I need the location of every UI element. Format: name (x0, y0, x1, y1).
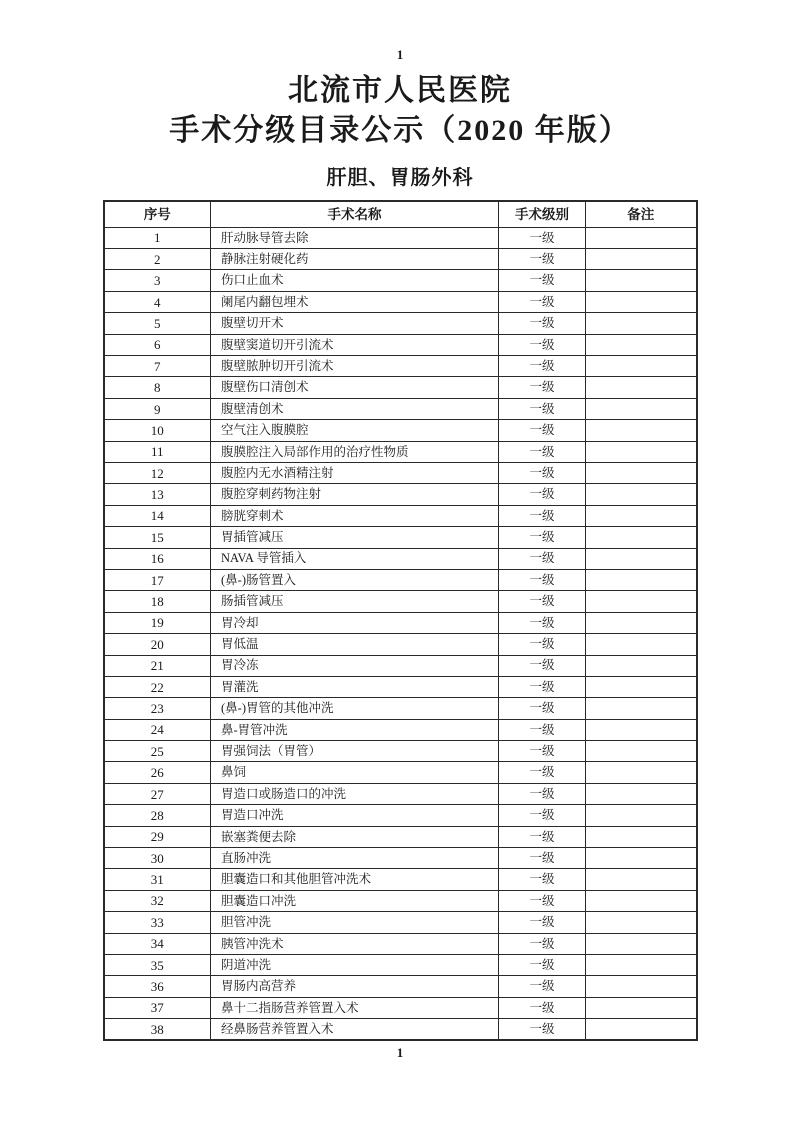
surgery-level: 一级 (499, 997, 586, 1018)
row-index: 36 (104, 976, 211, 997)
surgery-name: 胃造口或肠造口的冲洗 (211, 783, 499, 804)
table-row (104, 569, 697, 590)
surgery-name: 阑尾内翻包埋术 (211, 291, 499, 312)
row-index: 27 (104, 783, 211, 804)
surgery-level: 一级 (499, 783, 586, 804)
row-note (586, 954, 697, 975)
surgery-level: 一级 (499, 741, 586, 762)
surgery-name: 直肠冲洗 (211, 848, 499, 869)
table-row (104, 1019, 697, 1040)
row-note (586, 569, 697, 590)
row-index: 37 (104, 997, 211, 1018)
table-row (104, 334, 697, 355)
surgery-name: 胃冷却 (211, 612, 499, 633)
surgery-name: 腹壁窦道切开引流术 (211, 334, 499, 355)
surgery-name: NAVA 导管插入 (211, 548, 499, 569)
surgery-name: 胃冷冻 (211, 655, 499, 676)
table-row (104, 634, 697, 655)
surgery-name: (鼻-)胃管的其他冲洗 (211, 698, 499, 719)
row-index: 30 (104, 848, 211, 869)
surgery-level: 一级 (499, 890, 586, 911)
row-index: 10 (104, 420, 211, 441)
row-note (586, 741, 697, 762)
surgery-name: 胃强饲法（胃管） (211, 741, 499, 762)
surgery-name: 腹壁脓肿切开引流术 (211, 356, 499, 377)
table-row (104, 591, 697, 612)
surgery-level: 一级 (499, 719, 586, 740)
table-row (104, 954, 697, 975)
surgery-name: 经鼻肠营养管置入术 (211, 1019, 499, 1040)
surgery-level: 一级 (499, 569, 586, 590)
table-row (104, 805, 697, 826)
surgery-level: 一级 (499, 655, 586, 676)
row-note (586, 548, 697, 569)
row-note (586, 826, 697, 847)
table-row (104, 719, 697, 740)
row-note (586, 334, 697, 355)
table-row (104, 313, 697, 334)
column-header-note: 备注 (586, 201, 697, 227)
surgery-level: 一级 (499, 227, 586, 248)
table-row (104, 270, 697, 291)
row-index: 17 (104, 569, 211, 590)
surgery-level: 一级 (499, 954, 586, 975)
row-index: 4 (104, 291, 211, 312)
row-note (586, 655, 697, 676)
page-number-bottom: 1 (396, 1045, 404, 1061)
surgery-level: 一级 (499, 848, 586, 869)
surgery-name: 腹壁伤口清创术 (211, 377, 499, 398)
document-header (0, 71, 800, 150)
document-title: 手术分级目录公示（2020 年版） (169, 113, 631, 147)
row-index: 29 (104, 826, 211, 847)
row-index: 14 (104, 505, 211, 526)
row-index: 7 (104, 356, 211, 377)
row-index: 34 (104, 933, 211, 954)
row-note (586, 997, 697, 1018)
surgery-name: 腹壁切开术 (211, 313, 499, 334)
surgery-name: 嵌塞粪便去除 (211, 826, 499, 847)
row-note (586, 612, 697, 633)
row-note (586, 227, 697, 248)
row-note (586, 933, 697, 954)
row-note (586, 484, 697, 505)
row-index: 26 (104, 762, 211, 783)
surgery-level: 一级 (499, 933, 586, 954)
column-header-index: 序号 (104, 201, 211, 227)
row-note (586, 356, 697, 377)
surgery-level: 一级 (499, 634, 586, 655)
row-index: 13 (104, 484, 211, 505)
surgery-level: 一级 (499, 249, 586, 270)
row-index: 31 (104, 869, 211, 890)
table-row (104, 249, 697, 270)
table-row (104, 826, 697, 847)
surgery-name: 胃插管减压 (211, 527, 499, 548)
row-index: 18 (104, 591, 211, 612)
table-row (104, 848, 697, 869)
surgery-level: 一级 (499, 762, 586, 783)
table-row (104, 762, 697, 783)
surgery-level: 一级 (499, 676, 586, 697)
surgery-name: 胰管冲洗术 (211, 933, 499, 954)
surgery-name: 鼻-胃管冲洗 (211, 719, 499, 740)
table-header-row (104, 201, 697, 227)
row-note (586, 249, 697, 270)
surgery-level: 一级 (499, 869, 586, 890)
row-note (586, 377, 697, 398)
row-index: 38 (104, 1019, 211, 1040)
surgery-grading-table (103, 200, 698, 1041)
table-row (104, 869, 697, 890)
row-note (586, 1019, 697, 1040)
row-note (586, 676, 697, 697)
surgery-level: 一级 (499, 591, 586, 612)
surgery-name: 空气注入腹膜腔 (211, 420, 499, 441)
table-row (104, 527, 697, 548)
surgery-name: 鼻饲 (211, 762, 499, 783)
table-row (104, 420, 697, 441)
row-index: 6 (104, 334, 211, 355)
row-note (586, 591, 697, 612)
row-index: 21 (104, 655, 211, 676)
surgery-name: 腹腔穿刺药物注射 (211, 484, 499, 505)
table-row (104, 462, 697, 483)
table-row (104, 484, 697, 505)
row-note (586, 441, 697, 462)
row-index: 23 (104, 698, 211, 719)
row-note (586, 313, 697, 334)
row-index: 24 (104, 719, 211, 740)
row-index: 8 (104, 377, 211, 398)
surgery-level: 一级 (499, 976, 586, 997)
row-index: 35 (104, 954, 211, 975)
row-note (586, 869, 697, 890)
table-row (104, 783, 697, 804)
row-index: 28 (104, 805, 211, 826)
row-note (586, 420, 697, 441)
column-header-name: 手术名称 (211, 201, 499, 227)
surgery-level: 一级 (499, 334, 586, 355)
surgery-level: 一级 (499, 505, 586, 526)
hospital-name-title: 北流市人民医院 (288, 74, 512, 107)
surgery-level: 一级 (499, 527, 586, 548)
surgery-level: 一级 (499, 377, 586, 398)
row-note (586, 398, 697, 419)
row-index: 32 (104, 890, 211, 911)
row-index: 11 (104, 441, 211, 462)
surgery-name: 胃造口冲洗 (211, 805, 499, 826)
row-note (586, 698, 697, 719)
row-index: 1 (104, 227, 211, 248)
row-note (586, 783, 697, 804)
surgery-name: 胃低温 (211, 634, 499, 655)
row-note (586, 291, 697, 312)
table-row (104, 291, 697, 312)
row-note (586, 270, 697, 291)
surgery-name: 胃肠内高营养 (211, 976, 499, 997)
table-row (104, 377, 697, 398)
surgery-level: 一级 (499, 912, 586, 933)
page-number-top: 1 (396, 47, 404, 62)
surgery-name: 腹膜腔注入局部作用的治疗性物质 (211, 441, 499, 462)
table-row (104, 890, 697, 911)
column-header-level: 手术级别 (499, 201, 586, 227)
surgery-name: 腹腔内无水酒精注射 (211, 462, 499, 483)
table-row (104, 912, 697, 933)
surgery-name: 胆囊造口冲洗 (211, 890, 499, 911)
table-row (104, 227, 697, 248)
row-index: 5 (104, 313, 211, 334)
table-row (104, 933, 697, 954)
row-note (586, 762, 697, 783)
surgery-name: 胃灌洗 (211, 676, 499, 697)
surgery-level: 一级 (499, 805, 586, 826)
surgery-name: 静脉注射硬化药 (211, 249, 499, 270)
surgery-level: 一级 (499, 698, 586, 719)
surgery-level: 一级 (499, 441, 586, 462)
row-index: 16 (104, 548, 211, 569)
row-note (586, 527, 697, 548)
row-index: 12 (104, 462, 211, 483)
department-subtitle: 肝胆、胃肠外科 (326, 167, 474, 190)
table-row (104, 976, 697, 997)
surgery-level: 一级 (499, 612, 586, 633)
surgery-name: 腹壁清创术 (211, 398, 499, 419)
table-row (104, 997, 697, 1018)
row-index: 19 (104, 612, 211, 633)
row-index: 25 (104, 741, 211, 762)
row-index: 3 (104, 270, 211, 291)
surgery-level: 一级 (499, 548, 586, 569)
surgery-name: 胆管冲洗 (211, 912, 499, 933)
surgery-level: 一级 (499, 462, 586, 483)
surgery-level: 一级 (499, 826, 586, 847)
row-note (586, 976, 697, 997)
row-index: 33 (104, 912, 211, 933)
surgery-level: 一级 (499, 420, 586, 441)
row-index: 2 (104, 249, 211, 270)
row-note (586, 805, 697, 826)
surgery-name: 胆囊造口和其他胆管冲洗术 (211, 869, 499, 890)
surgery-level: 一级 (499, 356, 586, 377)
table-row (104, 398, 697, 419)
surgery-name: 阴道冲洗 (211, 954, 499, 975)
table-row (104, 548, 697, 569)
row-note (586, 848, 697, 869)
row-note (586, 719, 697, 740)
table-row (104, 698, 697, 719)
row-note (586, 634, 697, 655)
surgery-name: 膀胱穿刺术 (211, 505, 499, 526)
table-row (104, 676, 697, 697)
table-row (104, 505, 697, 526)
table-row (104, 441, 697, 462)
surgery-name: 鼻十二指肠营养管置入术 (211, 997, 499, 1018)
surgery-name: (鼻-)肠管置入 (211, 569, 499, 590)
table-row (104, 741, 697, 762)
surgery-name: 肠插管减压 (211, 591, 499, 612)
surgery-name: 伤口止血术 (211, 270, 499, 291)
row-index: 20 (104, 634, 211, 655)
table-row (104, 356, 697, 377)
row-index: 22 (104, 676, 211, 697)
row-index: 9 (104, 398, 211, 419)
surgery-level: 一级 (499, 291, 586, 312)
row-note (586, 890, 697, 911)
surgery-level: 一级 (499, 1019, 586, 1040)
surgery-level: 一级 (499, 270, 586, 291)
surgery-level: 一级 (499, 313, 586, 334)
surgery-level: 一级 (499, 484, 586, 505)
surgery-level: 一级 (499, 398, 586, 419)
row-note (586, 505, 697, 526)
surgery-name: 肝动脉导管去除 (211, 227, 499, 248)
row-index: 15 (104, 527, 211, 548)
row-note (586, 912, 697, 933)
table-row (104, 655, 697, 676)
row-note (586, 462, 697, 483)
table-row (104, 612, 697, 633)
